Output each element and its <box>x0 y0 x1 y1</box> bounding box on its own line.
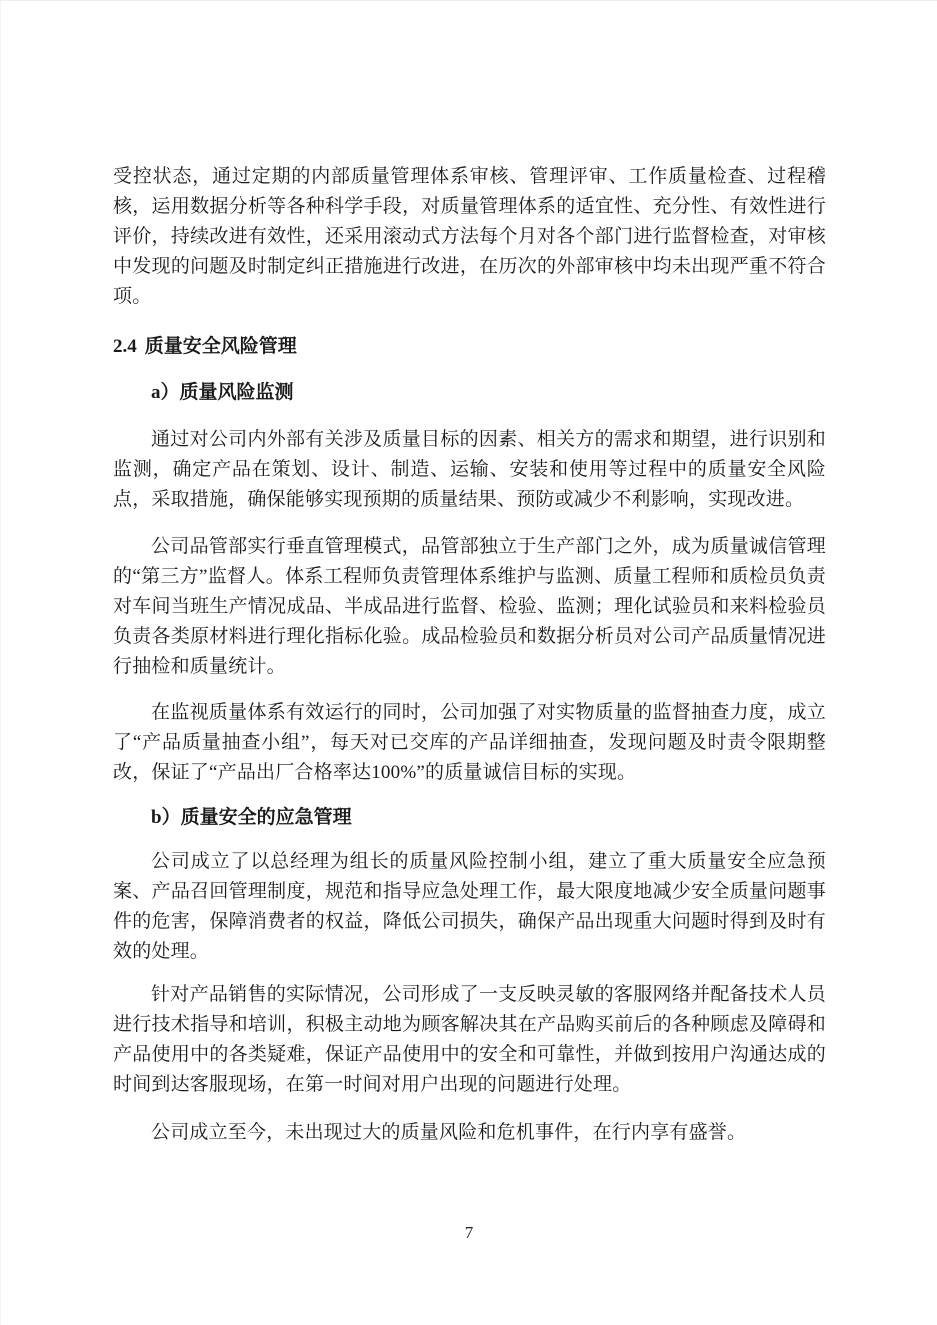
subsection-a-heading: a）质量风险监测 <box>151 382 294 403</box>
section-heading <box>113 332 826 362</box>
paragraph: 通过对公司内外部有关涉及质量目标的因素、相关方的需求和期望，进行识别和监测，确定产品在策划、设计、制造、运输、安装和使用等过程中的质量安全风险点，采取措施，确保能够实现预期的质量结果、预防或减少不利影响，实现改进。 <box>113 429 826 510</box>
page-number: 7 <box>464 1223 474 1242</box>
intro-paragraph: 受控状态，通过定期的内部质量管理体系审核、管理评审、工作质量检查、过程稽核，运用数据分析等各种科学手段，对质量管理体系的适宜性、充分性、有效性进行评价，持续改进有效性，还采用滚动式方法每个月对各个部门进行监督检查，对审核中发现的问题及时制定纠正措施进行改进，在历次的外部审核中均未出现严重不符合项。 <box>113 166 826 307</box>
paragraph: 针对产品销售的实际情况，公司形成了一支反映灵敏的客服网络并配备技术人员进行技术指导和培训，积极主动地为顾客解决其在产品购买前后的各种顾虑及障碍和产品使用中的各类疑难，保证产品使用中的安全和可靠性，并做到按用户沟通达成的时间到达客服现场，在第一时间对用户出现的问题进行处理。 <box>113 984 826 1095</box>
paragraph: 公司成立了以总经理为组长的质量风险控制小组，建立了重大质量安全应急预案、产品召回管理制度，规范和指导应急处理工作，最大限度地减少安全质量问题事件的危害，保障消费者的权益，降低公司损失，确保产品出现重大问题时得到及时有效的处理。 <box>113 851 826 962</box>
page-content <box>113 162 826 1165</box>
section-title: 质量安全风险管理 <box>144 336 297 357</box>
paragraph: 在监视质量体系有效运行的同时，公司加强了对实物质量的监督抽查力度，成立了“产品质量抽查小组”，每天对已交库的产品详细抽查，发现问题及时责令限期整改，保证了“产品出厂合格率达100%”的质量诚信目标的实现。 <box>113 702 826 783</box>
paragraph: 公司成立至今，未出现过大的质量风险和危机事件，在行内享有盛誉。 <box>151 1122 747 1143</box>
paragraph: 公司品管部实行垂直管理模式，品管部独立于生产部门之外，成为质量诚信管理的“第三方”监督人。体系工程师负责管理体系维护与监测、质量工程师和质检员负责对车间当班生产情况成品、半成品进行监督、检验、监测；理化试验员和来料检验员负责各类原材料进行理化指标化验。成品检验员和数据分析员对公司产品质量情况进行抽检和质量统计。 <box>113 536 826 677</box>
subsection-b-heading: b）质量安全的应急管理 <box>151 807 352 828</box>
section-number: 2.4 <box>113 336 137 357</box>
